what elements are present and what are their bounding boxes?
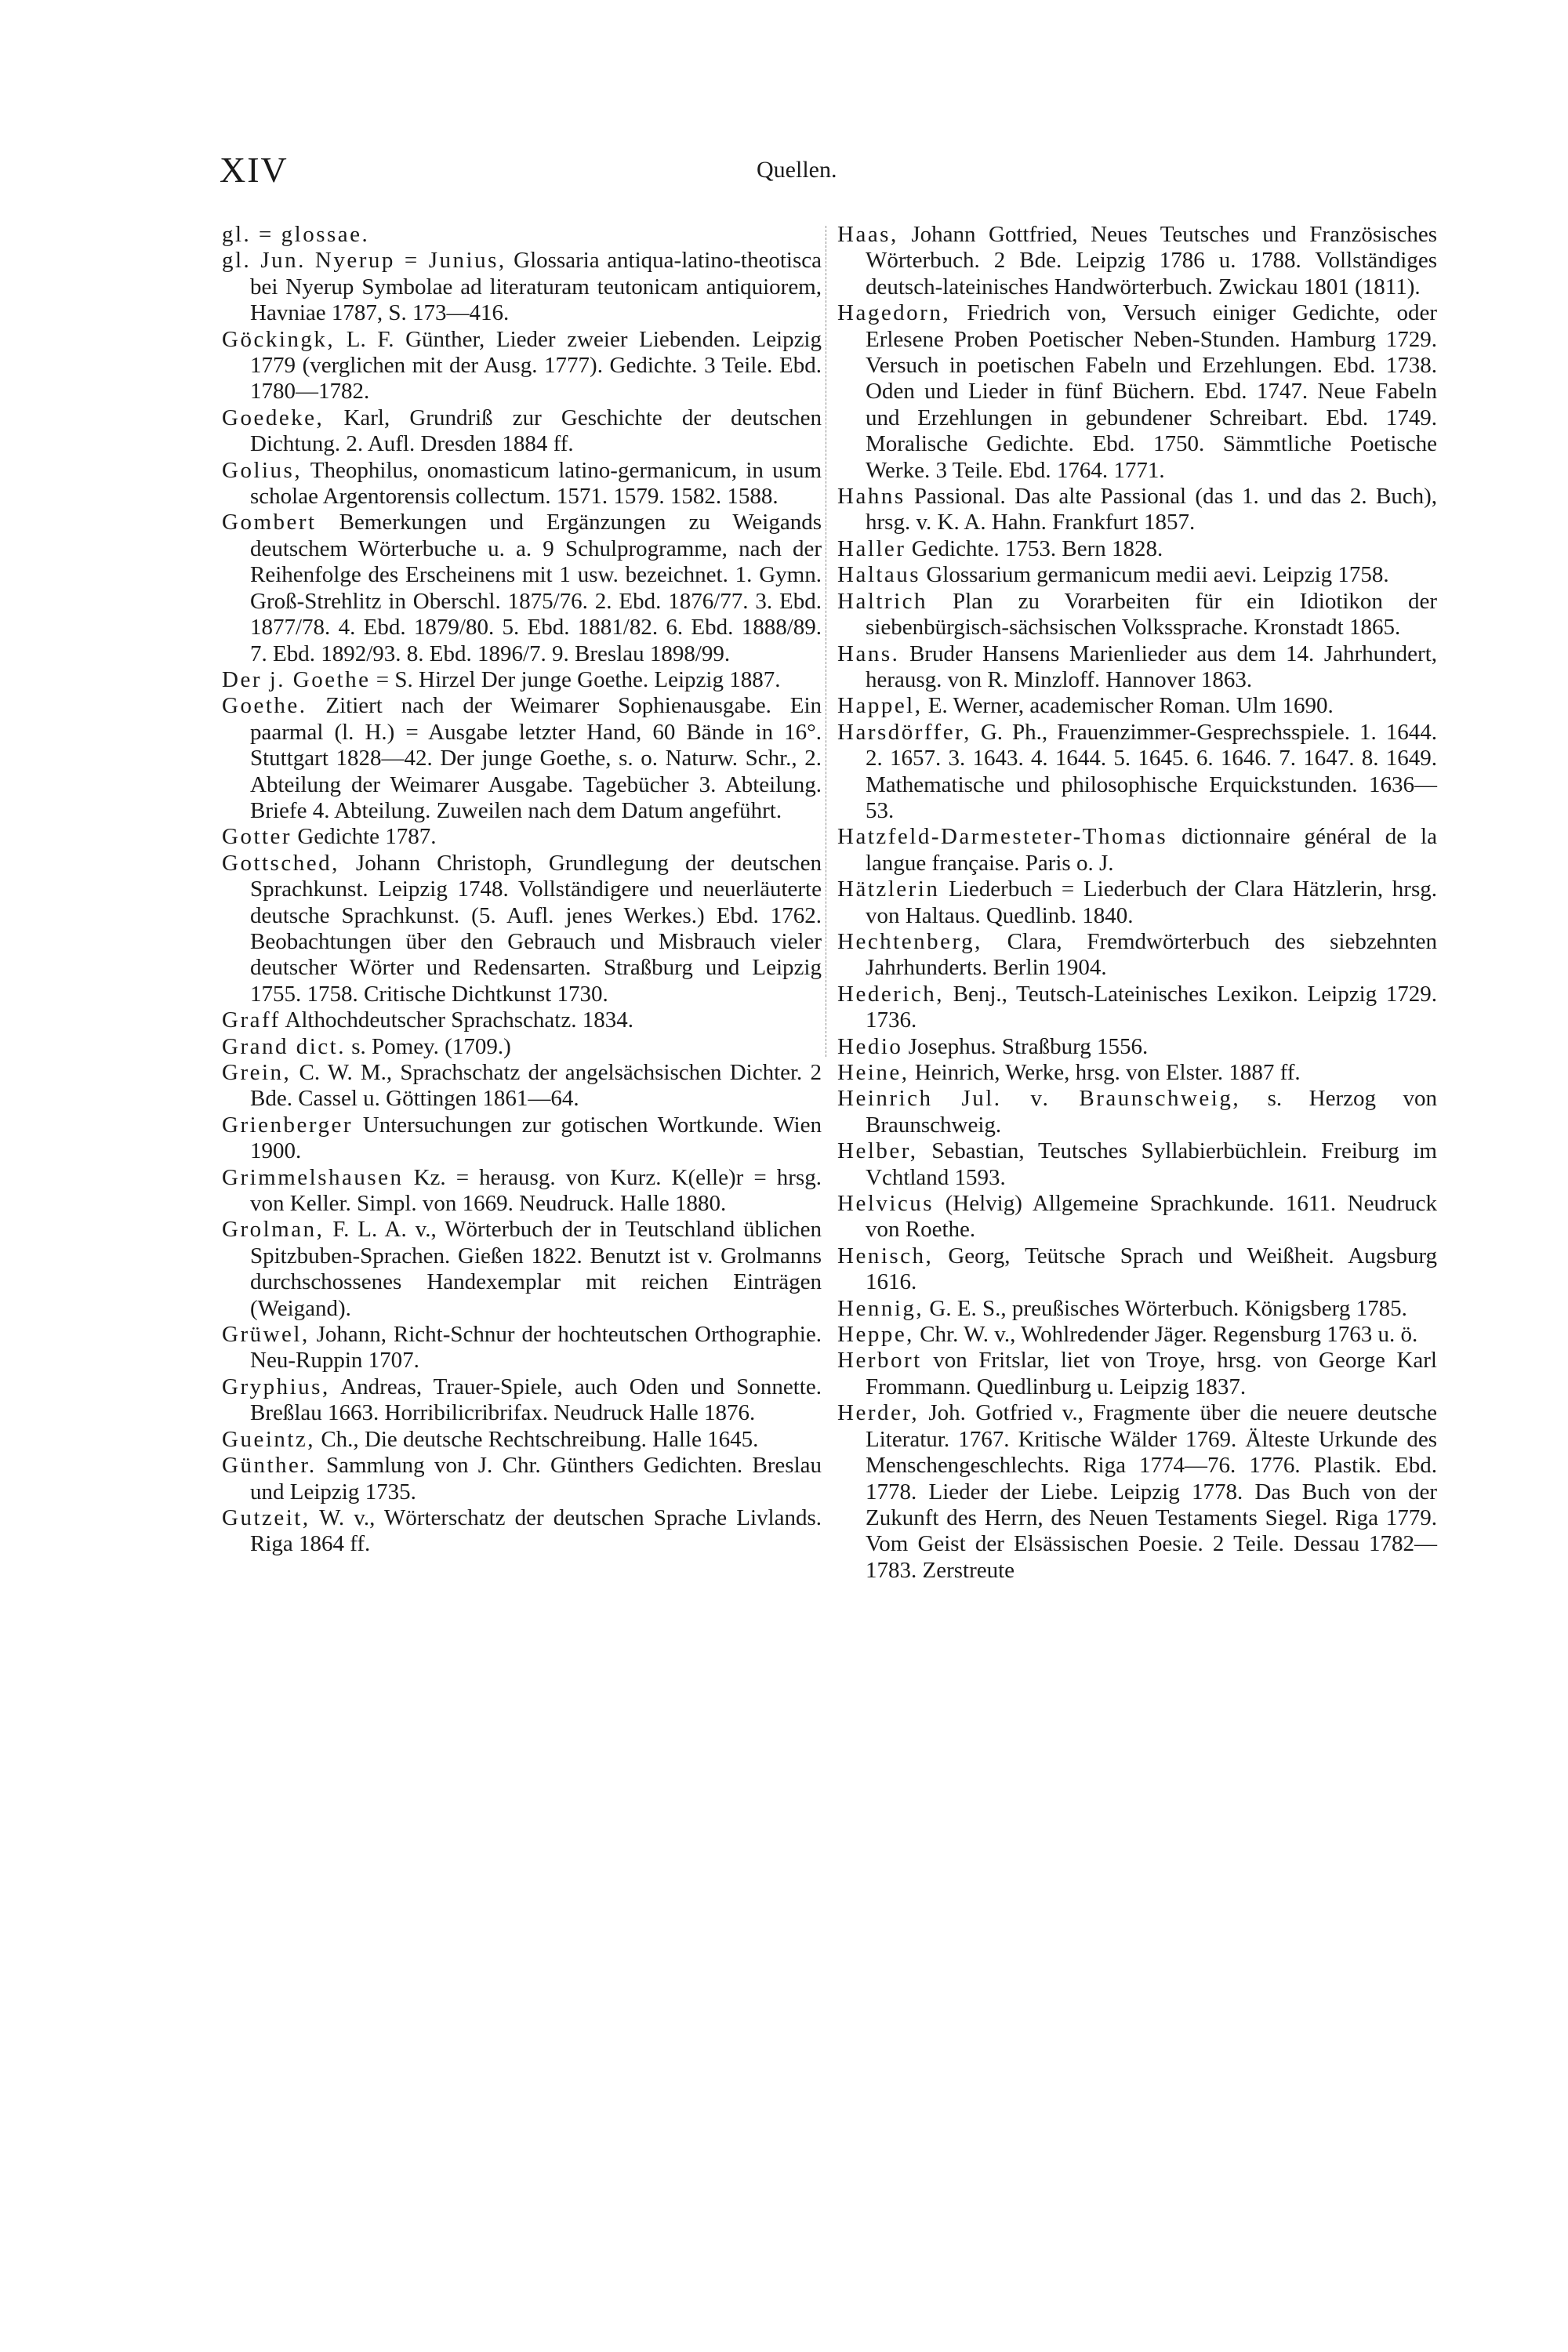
entry-text: E. Werner, academischer Roman. Ulm 1690. [922, 693, 1334, 719]
entry-text: Bemerkungen und Ergänzungen zu Weigands deutschem Wörterbuche u. a. 9 Schulprogramme, nach der Reihenfolge des Erscheinens mit 1 usw. bezeichnet. 1. Gymn. Groß-Strehlitz in Oberschl. 1875/76. 2. Ebd. 1876/77. 3. Ebd. 1877/78. 4. Ebd. 1879/80. 5. Ebd. 1881/82. 6. Ebd. 1888/89. 7. Ebd. 1892/93. 8. Ebd. 1896/7. 9. Breslau 1898/99. [250, 510, 822, 666]
bibliography-entry [837, 222, 1437, 300]
entry-keyword: Grüwel, [222, 1322, 310, 1348]
entry-keyword: Hederich, [837, 981, 945, 1007]
entry-keyword: Heinrich Jul. v. Braunschweig, [837, 1086, 1241, 1112]
entry-text: Chr. W. v., Wohlredender Jäger. Regensburg 1763 u. ö. [913, 1322, 1418, 1348]
bibliography-entry [222, 1007, 822, 1033]
entry-text: Georg, Teütsche Sprach und Weißheit. Augsburg 1616. [866, 1243, 1437, 1295]
bibliography-entry [222, 327, 822, 405]
entry-text: Karl, Grundriß zur Geschichte der deutschen Dichtung. 2. Aufl. Dresden 1884 ff. [250, 405, 822, 457]
entry-text: Benj., Teutsch-Lateinisches Lexikon. Leipzig 1729. 1736. [866, 981, 1437, 1033]
entry-keyword: Grand dict. [222, 1033, 346, 1059]
entry-keyword: Gotter [222, 824, 292, 850]
entry-text: Kz. = herausg. von Kurz. K(elle)r = hrsg. von Keller. Simpl. von 1669. Neudruck. Halle 1880. [250, 1164, 822, 1217]
bibliography-entry [837, 641, 1437, 694]
entry-keyword: gl. Jun. Nyerup = Junius, [222, 248, 506, 274]
entry-keyword: Goedeke, [222, 405, 325, 430]
bibliography-entry [837, 720, 1437, 825]
entry-text: Ch., Die deutsche Rechtschreibung. Halle 1645. [315, 1426, 759, 1452]
entry-keyword: Gottsched, [222, 850, 339, 876]
bibliography-entry [837, 1400, 1437, 1584]
entry-keyword: Hedio [837, 1033, 903, 1059]
bibliography-entry [837, 877, 1437, 929]
entry-keyword: Grein, [222, 1060, 292, 1085]
entry-keyword: Hahns [837, 484, 906, 510]
entry-text: Liederbuch = Liederbuch der Clara Hätzlerin, hrsg. von Haltaus. Quedlinb. 1840. [866, 877, 1437, 928]
entry-keyword: Hatzfeld-Darmesteter-Thomas [837, 824, 1168, 850]
entry-keyword: Herbort [837, 1348, 922, 1374]
bibliography-entry [837, 929, 1437, 982]
bibliography-entry [222, 693, 822, 824]
entry-keyword: Haller [837, 535, 906, 561]
entry-keyword: Hagedorn, [837, 300, 951, 326]
bibliography-entry [837, 562, 1437, 588]
entry-text: von Fritslar, liet von Troye, hrsg. von George Karl Frommann. Quedlinburg u. Leipzig 1837. [866, 1348, 1437, 1399]
entry-text: Friedrich von, Versuch einiger Gedichte, oder Erlesene Proben Poetischer Neben-Stunden. Hamburg 1729. Versuch in poetischen Fabeln und Erzehlungen. Ebd. 1738. Oden und Lieder in fünf Büchern. Ebd. 1747. Neue Fabeln und Erzehlungen in gebundener Schreibart. Ebd. 1749. Moralische Gedichte. Ebd. 1750. Sämmtliche Poetische Werke. 3 Teile. Ebd. 1764. 1771. [866, 300, 1437, 483]
entry-keyword: Grolman, [222, 1217, 325, 1243]
bibliography-entry [837, 1348, 1437, 1400]
entry-keyword: Hennig, [837, 1295, 924, 1321]
entry-keyword: Hans. [837, 641, 900, 666]
entry-text: s. Pomey. (1709.) [345, 1033, 511, 1059]
entry-text: Untersuchungen zur gotischen Wortkunde. Wien 1900. [250, 1112, 822, 1164]
entry-text: Johann Gottfried, Neues Teutsches und Französisches Wörterbuch. 2 Bde. Leipzig 1786 u. 1788. Vollständiges deutsch-lateinisches Handwörterbuch. Zwickau 1801 (1811). [866, 222, 1437, 299]
bibliography-entry [837, 484, 1437, 536]
bibliography-entry [222, 1374, 822, 1427]
entry-keyword: Gryphius, [222, 1374, 330, 1399]
entry-text: Bruder Hansens Marienlieder aus dem 14. Jahrhundert, herausg. von R. Minzloff. Hannover 1863. [866, 641, 1437, 692]
bibliography-entry [222, 1453, 822, 1505]
entry-text: Glossarium germanicum medii aevi. Leipzig 1758. [920, 562, 1389, 588]
entry-text: Andreas, Trauer-Spiele, auch Oden und Sonnette. Breßlau 1663. Horribilicribrifax. Neudruck Halle 1876. [250, 1374, 822, 1426]
bibliography-entry [837, 536, 1437, 562]
right-column [837, 222, 1437, 1584]
entry-keyword: Hechtenberg, [837, 928, 982, 954]
entry-text: Althochdeutscher Sprachschatz. 1834. [280, 1007, 633, 1033]
entry-keyword: Happel, [837, 693, 923, 719]
entry-text: F. L. A. v., Wörterbuch der in Teutschland üblichen Spitzbuben-Sprachen. Gießen 1822. Benutzt ist v. Grolmanns durchschossenes Handexemplar mit reichen Einträgen (Weigand). [250, 1217, 822, 1321]
bibliography-entry [837, 1191, 1437, 1243]
entry-keyword: Heine, [837, 1060, 909, 1085]
entry-keyword: Harsdörffer, [837, 719, 971, 745]
entry-text: Johann, Richt-Schnur der hochteutschen Orthographie. Neu-Ruppin 1707. [250, 1322, 822, 1374]
entry-text: Gedichte. 1753. Bern 1828. [906, 535, 1163, 561]
entry-text: Zitiert nach der Weimarer Sophienausgabe. Ein paarmal (l. H.) = Ausgabe letzter Hand, 60 Bände in 16°. Stuttgart 1828—42. Der junge Goethe, s. o. Naturw. Schr., 2. Abteilung der Weimarer Ausgabe. Tagebücher 3. Abteilung. Briefe 4. Abteilung. Zuweilen nach dem Datum angeführt. [250, 693, 822, 823]
bibliography-entry [222, 824, 822, 850]
bibliography-entry [837, 1034, 1437, 1060]
bibliography-entry [222, 1217, 822, 1322]
bibliography-entry [222, 1322, 822, 1374]
entry-text: Heinrich, Werke, hrsg. von Elster. 1887 ff. [909, 1060, 1301, 1085]
bibliography-entry [222, 1112, 822, 1165]
entry-keyword: Göckingk, [222, 326, 336, 352]
left-column [222, 222, 822, 1558]
bibliography-entry [222, 248, 822, 326]
entry-keyword: Hätzlerin [837, 877, 940, 902]
entry-text: L. F. Günther, Lieder zweier Liebenden. Leipzig 1779 (verglichen mit der Ausg. 1777). Gedichte. 3 Teile. Ebd. 1780—1782. [250, 326, 822, 405]
entry-text: Glossaria antiqua-latino-theotisca bei Nyerup Symbolae ad literaturam teutonicam antiquiorem, Havniae 1787, S. 173—416. [250, 248, 822, 326]
bibliography-entry [222, 1427, 822, 1453]
entry-text: Clara, Fremdwörterbuch des siebzehnten Jahrhunderts. Berlin 1904. [866, 928, 1437, 981]
bibliography-entry [222, 458, 822, 510]
entry-text: Johann Christoph, Grundlegung der deutschen Sprachkunst. Leipzig 1748. Vollständigere und neuerläuterte deutsche Sprachkunst. (5. Aufl. jenes Werkes.) Ebd. 1762. Beobachtungen über den Gebrauch und Misbrauch vieler deutscher Wörter und Redensarten. Straßburg und Leipzig 1755. 1758. Critische Dichtkunst 1730. [250, 850, 822, 1007]
entry-text: Gedichte 1787. [292, 824, 437, 850]
bibliography-entry [222, 405, 822, 458]
bibliography-entry [222, 851, 822, 1007]
bibliography-entry [837, 824, 1437, 877]
entry-keyword: Golius, [222, 457, 303, 483]
entry-keyword: Grienberger [222, 1112, 354, 1138]
bibliography-entry [222, 510, 822, 666]
entry-keyword: Goethe. [222, 693, 307, 719]
entry-keyword: Helvicus [837, 1191, 935, 1217]
entry-keyword: Helber, [837, 1138, 918, 1164]
entry-keyword: Haltrich [837, 588, 928, 614]
entry-text: Passional. Das alte Passional (das 1. und das 2. Buch), hrsg. v. K. A. Hahn. Frankfurt 1857. [866, 484, 1437, 535]
bibliography-entry [222, 222, 822, 248]
bibliography-entry [837, 693, 1437, 719]
entry-keyword: Der j. Goethe [222, 666, 371, 692]
bibliography-entry [222, 1505, 822, 1558]
entry-text: (Helvig) Allgemeine Sprachkunde. 1611. Neudruck von Roethe. [866, 1191, 1437, 1243]
entry-text: Sammlung von J. Chr. Günthers Gedichten. Breslau und Leipzig 1735. [250, 1453, 822, 1504]
entry-keyword: Heppe, [837, 1322, 914, 1348]
bibliography-entry [837, 1296, 1437, 1322]
entry-keyword: Gutzeit, [222, 1504, 310, 1530]
entry-text: C. W. M., Sprachschatz der angelsächsischen Dichter. 2 Bde. Cassel u. Göttingen 1861—64. [250, 1060, 822, 1112]
entry-keyword: Gueintz, [222, 1426, 316, 1452]
entry-keyword: Günther. [222, 1453, 317, 1479]
bibliography-entry [837, 300, 1437, 484]
bibliography-entry [837, 1086, 1437, 1138]
entry-text: dictionnaire général de la langue française. Paris o. J. [866, 824, 1437, 876]
entry-keyword: gl. = glossae. [222, 222, 370, 247]
entry-text: = S. Hirzel Der junge Goethe. Leipzig 1887. [370, 666, 781, 692]
bibliography-entry [222, 1060, 822, 1112]
entry-text: Theophilus, onomasticum latino-germanicum, in usum scholae Argentorensis collectum. 1571. 1579. 1582. 1588. [250, 457, 822, 510]
entry-keyword: Henisch, [837, 1243, 934, 1269]
bibliography-entry [837, 1243, 1437, 1296]
entry-text: G. Ph., Frauenzimmer-Gesprechsspiele. 1. 1644. 2. 1657. 3. 1643. 4. 1644. 5. 1645. 6. 1646. 7. 1647. 8. 1649. Mathematische und philosophische Erquickstunden. 1636—53. [866, 719, 1437, 823]
entry-keyword: Gombert [222, 510, 317, 535]
bibliography-entry [837, 1138, 1437, 1191]
page-number: XIV [220, 150, 289, 190]
entry-keyword: Grimmelshausen [222, 1164, 404, 1190]
bibliography-entry [222, 1034, 822, 1060]
entry-text: Sebastian, Teutsches Syllabierbüchlein. Freiburg im Vchtland 1593. [866, 1138, 1437, 1190]
bibliography-entry [222, 667, 822, 693]
entry-keyword: Haltaus [837, 562, 921, 588]
entry-text: Josephus. Straßburg 1556. [902, 1033, 1149, 1059]
bibliography-entry [222, 1165, 822, 1218]
bibliography-entry [837, 1322, 1437, 1348]
bibliography-entry [837, 982, 1437, 1034]
entry-keyword: Haas, [837, 222, 898, 247]
entry-text: G. E. S., preußisches Wörterbuch. Königsberg 1785. [924, 1295, 1407, 1321]
entry-text: W. v., Wörterschatz der deutschen Sprache Livlands. Riga 1864 ff. [250, 1504, 822, 1557]
running-title: Quellen. [757, 157, 837, 183]
entry-keyword: Graff [222, 1007, 281, 1033]
entry-keyword: Herder, [837, 1400, 920, 1426]
bibliography-entry [837, 589, 1437, 641]
entry-text: s. Herzog von Braunschweig. [866, 1086, 1437, 1138]
entry-text: Plan zu Vorarbeiten für ein Idiotikon der siebenbürgisch-sächsischen Volkssprache. Kronstadt 1865. [866, 588, 1437, 641]
entry-text: Joh. Gotfried v., Fragmente über die neuere deutsche Literatur. 1767. Kritische Wälder 1769. Älteste Urkunde des Menschengeschlechts. Riga 1774—76. 1776. Plastik. Ebd. 1778. Lieder der Liebe. Leipzig 1778. Das Buch von der Zukunft des Herrn, des Neuen Testaments Siegel. Riga 1779. Vom Geist der Elsässischen Poesie. 2 Teile. Dessau 1782—1783. Zerstreute [866, 1400, 1437, 1583]
bibliography-entry [837, 1060, 1437, 1086]
